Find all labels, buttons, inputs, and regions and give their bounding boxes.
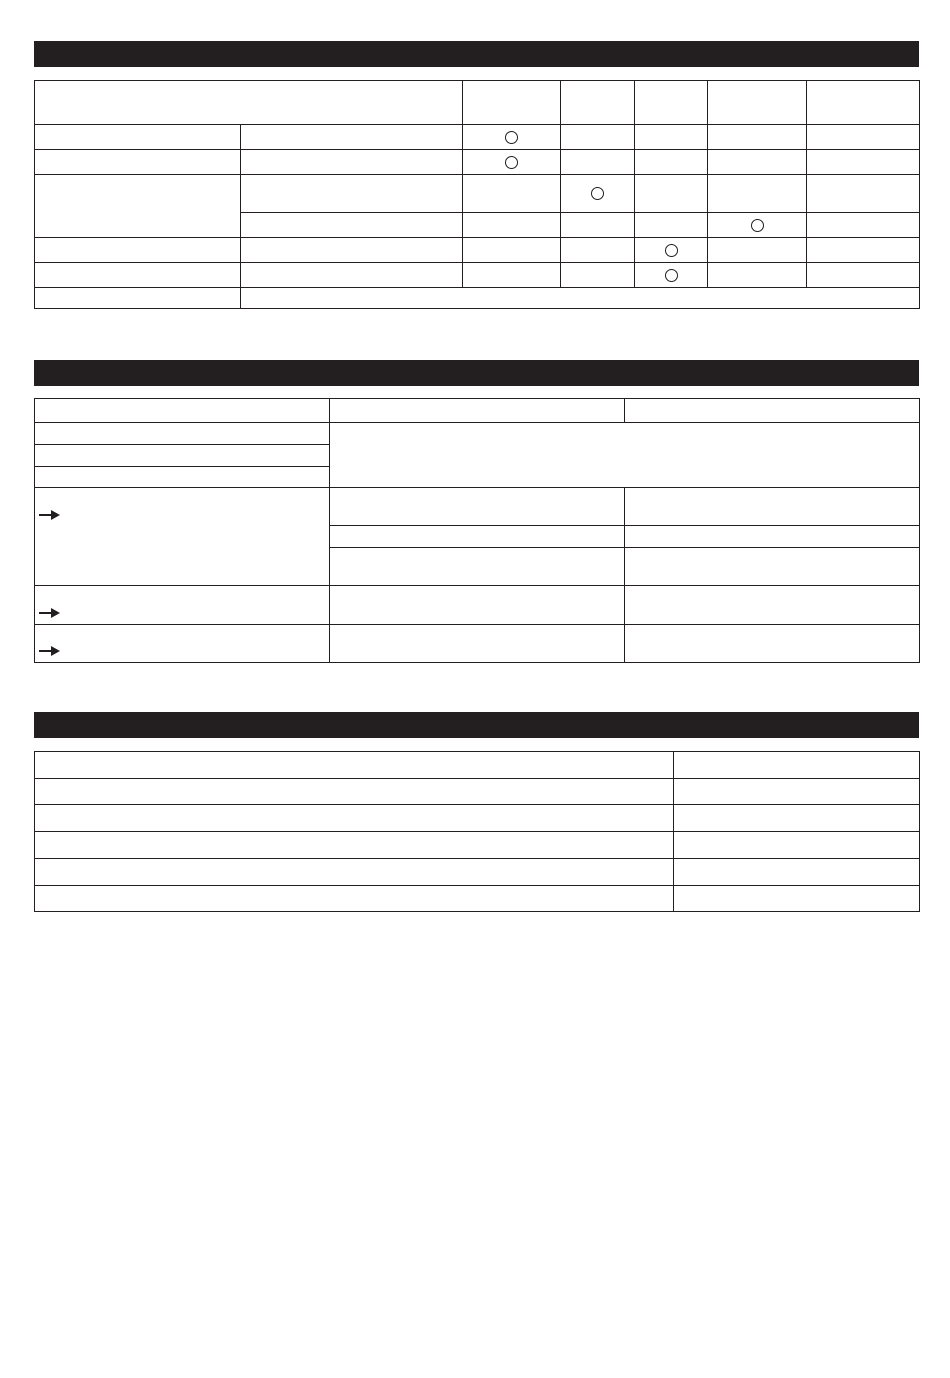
- table-1-cell: [463, 150, 561, 175]
- table-1-cell: [463, 213, 561, 238]
- table-2-header-row: [35, 399, 920, 423]
- table-1-cell: [635, 213, 708, 238]
- right-arrow-icon: [39, 608, 61, 618]
- table-1-row: [35, 263, 920, 288]
- table-2-header-cell: [35, 399, 330, 423]
- table-1-cell: [807, 125, 920, 150]
- table-1-cell: [635, 125, 708, 150]
- table-1-cell: [708, 238, 807, 263]
- table-1-header-row: [35, 81, 920, 125]
- table-2-cell: [330, 526, 625, 548]
- table-3-cell: [35, 752, 674, 779]
- section-header-bar-1: [34, 41, 919, 67]
- table-1-cell: [561, 238, 635, 263]
- table-2-cell: [330, 625, 625, 663]
- table-2-cell: [330, 488, 625, 526]
- table-2-header-cell: [330, 399, 625, 423]
- table-1-row: [35, 125, 920, 150]
- table-1-cell: [561, 125, 635, 150]
- table-1-cell: [561, 213, 635, 238]
- circle-mark-icon: [505, 156, 518, 169]
- table-1-header-col-4: [708, 81, 807, 125]
- table-3-row: [35, 886, 920, 912]
- table-3-cell: [35, 779, 674, 805]
- table-1-cell: [463, 175, 561, 213]
- table-1-row: [35, 238, 920, 263]
- table-1-cell: [241, 125, 463, 150]
- table-3-cell: [674, 779, 920, 805]
- table-2-cell: [330, 548, 625, 586]
- circle-mark-icon: [505, 131, 518, 144]
- table-1-cell: [35, 238, 241, 263]
- table-3-cell: [674, 805, 920, 832]
- table-1-cell: [35, 288, 241, 309]
- table-2-cell: [625, 586, 920, 625]
- table-3-row: [35, 805, 920, 832]
- table-1-cell: [635, 263, 708, 288]
- table-1-row: [35, 175, 920, 213]
- table-2: [34, 398, 920, 663]
- table-1-header-label: [35, 81, 463, 125]
- table-2-cell: [35, 467, 330, 488]
- table-3-cell: [674, 886, 920, 912]
- table-1-cell: [807, 238, 920, 263]
- circle-mark-icon: [665, 244, 678, 257]
- table-2-cell: [35, 488, 330, 586]
- table-2-cell: [625, 526, 920, 548]
- circle-mark-icon: [751, 219, 764, 232]
- table-3-cell: [35, 832, 674, 859]
- table-1-cell: [561, 150, 635, 175]
- right-arrow-icon: [39, 646, 61, 656]
- table-2-cell: [35, 586, 330, 625]
- table-2-cell: [35, 423, 330, 445]
- table-3-row: [35, 859, 920, 886]
- table-1-cell: [463, 263, 561, 288]
- table-3-cell: [674, 832, 920, 859]
- table-2-row: [35, 423, 920, 445]
- table-1-cell: [463, 238, 561, 263]
- table-1-cell: [561, 263, 635, 288]
- circle-mark-icon: [591, 187, 604, 200]
- table-3-cell: [35, 859, 674, 886]
- table-1-cell: [635, 150, 708, 175]
- table-1-cell: [708, 175, 807, 213]
- table-1-header-col-5: [807, 81, 920, 125]
- table-1-cell: [807, 175, 920, 213]
- right-arrow-icon: [39, 510, 61, 520]
- table-3-row: [35, 779, 920, 805]
- table-2-row: [35, 625, 920, 663]
- table-1-cell: [708, 263, 807, 288]
- table-1-cell: [708, 150, 807, 175]
- table-1-header-col-1: [463, 81, 561, 125]
- table-1-cell: [708, 125, 807, 150]
- table-2-row: [35, 586, 920, 625]
- table-1-row: [35, 150, 920, 175]
- table-2-cell: [35, 445, 330, 467]
- table-1-cell: [807, 150, 920, 175]
- table-3-row: [35, 832, 920, 859]
- table-2-cell: [625, 625, 920, 663]
- table-1-header-col-3: [635, 81, 708, 125]
- table-1-cell: [241, 213, 463, 238]
- table-1-cell: [241, 175, 463, 213]
- table-1-row: [35, 288, 920, 309]
- circle-mark-icon: [665, 269, 678, 282]
- table-3-cell: [35, 886, 674, 912]
- table-1-cell: [708, 213, 807, 238]
- table-2-row: [35, 488, 920, 526]
- table-1-header-col-2: [561, 81, 635, 125]
- table-1-cell: [635, 238, 708, 263]
- table-3: [34, 751, 920, 912]
- table-1-cell: [561, 175, 635, 213]
- table-1-cell: [241, 150, 463, 175]
- table-1: [34, 80, 920, 309]
- table-1-cell: [35, 150, 241, 175]
- table-2-cell: [330, 586, 625, 625]
- table-1-cell: [35, 263, 241, 288]
- table-1-cell: [241, 238, 463, 263]
- table-2-header-cell: [625, 399, 920, 423]
- table-1-cell: [635, 175, 708, 213]
- table-2-cell: [35, 625, 330, 663]
- section-header-bar-3: [34, 712, 919, 738]
- table-1-cell: [241, 263, 463, 288]
- table-1-cell: [35, 125, 241, 150]
- table-2-cell: [625, 488, 920, 526]
- section-header-bar-2: [34, 360, 919, 386]
- table-3-cell: [674, 859, 920, 886]
- table-1-cell: [807, 213, 920, 238]
- table-3-row: [35, 752, 920, 779]
- table-3-cell: [35, 805, 674, 832]
- table-2-cell: [625, 548, 920, 586]
- table-1-cell: [463, 125, 561, 150]
- table-3-cell: [674, 752, 920, 779]
- table-2-merged-cell: [330, 423, 920, 488]
- table-1-cell: [35, 175, 241, 238]
- table-1-cell: [241, 288, 920, 309]
- table-1-cell: [807, 263, 920, 288]
